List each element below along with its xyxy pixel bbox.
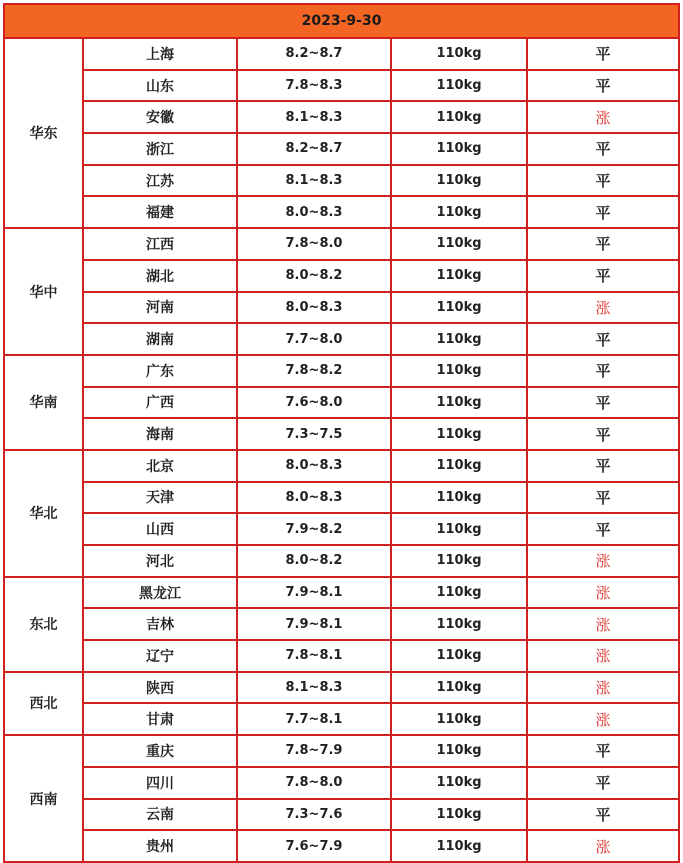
- table-row: [4, 228, 679, 260]
- province-cell: 江西: [83, 228, 237, 260]
- province-cell: 湖南: [83, 323, 237, 355]
- price-cell: 8.1~8.3: [237, 101, 391, 133]
- trend-cell: 平: [527, 133, 679, 165]
- table-body: [4, 38, 679, 862]
- table-row: [4, 355, 679, 387]
- province-cell: 吉林: [83, 608, 237, 640]
- trend-cell: 涨: [527, 292, 679, 324]
- province-cell: 四川: [83, 767, 237, 799]
- table-row: [4, 133, 679, 165]
- table-row: [4, 482, 679, 514]
- province-cell: 河北: [83, 545, 237, 577]
- price-cell: 7.8~8.0: [237, 228, 391, 260]
- trend-cell: 平: [527, 418, 679, 450]
- weight-cell: 110kg: [391, 323, 527, 355]
- weight-cell: 110kg: [391, 608, 527, 640]
- weight-cell: 110kg: [391, 577, 527, 609]
- weight-cell: 110kg: [391, 38, 527, 70]
- weight-cell: 110kg: [391, 767, 527, 799]
- region-cell: 华东: [4, 38, 83, 228]
- table-row: [4, 450, 679, 482]
- province-cell: 山东: [83, 70, 237, 102]
- price-cell: 7.9~8.1: [237, 577, 391, 609]
- price-cell: 7.8~8.3: [237, 70, 391, 102]
- weight-cell: 110kg: [391, 133, 527, 165]
- region-cell: 华北: [4, 450, 83, 577]
- price-cell: 7.7~8.1: [237, 703, 391, 735]
- table-row: [4, 513, 679, 545]
- price-cell: 8.0~8.2: [237, 545, 391, 577]
- trend-cell: 平: [527, 228, 679, 260]
- weight-cell: 110kg: [391, 703, 527, 735]
- region-cell: 华中: [4, 228, 83, 355]
- province-cell: 北京: [83, 450, 237, 482]
- province-cell: 上海: [83, 38, 237, 70]
- table-row: [4, 101, 679, 133]
- province-cell: 浙江: [83, 133, 237, 165]
- price-cell: 8.0~8.3: [237, 450, 391, 482]
- trend-cell: 涨: [527, 703, 679, 735]
- trend-cell: 涨: [527, 101, 679, 133]
- table-row: [4, 323, 679, 355]
- province-cell: 甘肃: [83, 703, 237, 735]
- weight-cell: 110kg: [391, 228, 527, 260]
- price-cell: 7.6~7.9: [237, 830, 391, 862]
- trend-cell: 平: [527, 38, 679, 70]
- province-cell: 江苏: [83, 165, 237, 197]
- price-cell: 8.0~8.2: [237, 260, 391, 292]
- table-row: [4, 767, 679, 799]
- table-row: [4, 830, 679, 862]
- province-cell: 山西: [83, 513, 237, 545]
- weight-cell: 110kg: [391, 735, 527, 767]
- province-cell: 海南: [83, 418, 237, 450]
- price-cell: 7.3~7.6: [237, 799, 391, 831]
- table-row: [4, 387, 679, 419]
- trend-cell: 平: [527, 165, 679, 197]
- province-cell: 天津: [83, 482, 237, 514]
- price-cell: 7.8~7.9: [237, 735, 391, 767]
- trend-cell: 平: [527, 513, 679, 545]
- weight-cell: 110kg: [391, 545, 527, 577]
- trend-cell: 平: [527, 482, 679, 514]
- price-cell: 8.1~8.3: [237, 672, 391, 704]
- province-cell: 重庆: [83, 735, 237, 767]
- price-cell: 8.1~8.3: [237, 165, 391, 197]
- province-cell: 广西: [83, 387, 237, 419]
- weight-cell: 110kg: [391, 165, 527, 197]
- trend-cell: 平: [527, 260, 679, 292]
- province-cell: 广东: [83, 355, 237, 387]
- province-cell: 湖北: [83, 260, 237, 292]
- table-row: [4, 577, 679, 609]
- price-cell: 7.7~8.0: [237, 323, 391, 355]
- trend-cell: 平: [527, 70, 679, 102]
- trend-cell: 涨: [527, 672, 679, 704]
- trend-cell: 平: [527, 196, 679, 228]
- weight-cell: 110kg: [391, 513, 527, 545]
- weight-cell: 110kg: [391, 482, 527, 514]
- province-cell: 贵州: [83, 830, 237, 862]
- trend-cell: 平: [527, 355, 679, 387]
- trend-cell: 涨: [527, 608, 679, 640]
- trend-cell: 平: [527, 323, 679, 355]
- trend-cell: 平: [527, 767, 679, 799]
- weight-cell: 110kg: [391, 196, 527, 228]
- region-cell: 东北: [4, 577, 83, 672]
- table-row: [4, 735, 679, 767]
- trend-cell: 涨: [527, 545, 679, 577]
- price-cell: 8.0~8.3: [237, 196, 391, 228]
- header-row: [4, 4, 679, 38]
- table-row: [4, 672, 679, 704]
- table-row: [4, 196, 679, 228]
- province-cell: 辽宁: [83, 640, 237, 672]
- table-row: [4, 545, 679, 577]
- trend-cell: 平: [527, 450, 679, 482]
- province-cell: 陕西: [83, 672, 237, 704]
- trend-cell: 平: [527, 735, 679, 767]
- province-cell: 安徽: [83, 101, 237, 133]
- table-row: [4, 70, 679, 102]
- region-cell: 西北: [4, 672, 83, 735]
- weight-cell: 110kg: [391, 418, 527, 450]
- price-cell: 8.2~8.7: [237, 133, 391, 165]
- price-table-container: [3, 3, 678, 863]
- weight-cell: 110kg: [391, 450, 527, 482]
- weight-cell: 110kg: [391, 830, 527, 862]
- date-header: 2023-9-30: [4, 4, 679, 38]
- trend-cell: 涨: [527, 640, 679, 672]
- price-cell: 7.8~8.2: [237, 355, 391, 387]
- province-cell: 黑龙江: [83, 577, 237, 609]
- table-row: [4, 799, 679, 831]
- trend-cell: 平: [527, 799, 679, 831]
- table-row: [4, 418, 679, 450]
- price-cell: 7.9~8.2: [237, 513, 391, 545]
- hog-price-table: [3, 3, 680, 863]
- price-cell: 8.0~8.3: [237, 292, 391, 324]
- weight-cell: 110kg: [391, 387, 527, 419]
- price-cell: 7.8~8.0: [237, 767, 391, 799]
- weight-cell: 110kg: [391, 292, 527, 324]
- region-cell: 华南: [4, 355, 83, 450]
- trend-cell: 涨: [527, 577, 679, 609]
- weight-cell: 110kg: [391, 672, 527, 704]
- table-row: [4, 703, 679, 735]
- province-cell: 河南: [83, 292, 237, 324]
- region-cell: 西南: [4, 735, 83, 862]
- table-row: [4, 640, 679, 672]
- province-cell: 福建: [83, 196, 237, 228]
- table-row: [4, 165, 679, 197]
- table-row: [4, 608, 679, 640]
- table-row: [4, 260, 679, 292]
- price-cell: 7.8~8.1: [237, 640, 391, 672]
- weight-cell: 110kg: [391, 260, 527, 292]
- weight-cell: 110kg: [391, 640, 527, 672]
- table-row: [4, 292, 679, 324]
- trend-cell: 涨: [527, 830, 679, 862]
- weight-cell: 110kg: [391, 355, 527, 387]
- price-cell: 8.0~8.3: [237, 482, 391, 514]
- table-row: [4, 38, 679, 70]
- price-cell: 7.6~8.0: [237, 387, 391, 419]
- price-cell: 8.2~8.7: [237, 38, 391, 70]
- weight-cell: 110kg: [391, 101, 527, 133]
- weight-cell: 110kg: [391, 70, 527, 102]
- price-cell: 7.3~7.5: [237, 418, 391, 450]
- province-cell: 云南: [83, 799, 237, 831]
- weight-cell: 110kg: [391, 799, 527, 831]
- price-cell: 7.9~8.1: [237, 608, 391, 640]
- trend-cell: 平: [527, 387, 679, 419]
